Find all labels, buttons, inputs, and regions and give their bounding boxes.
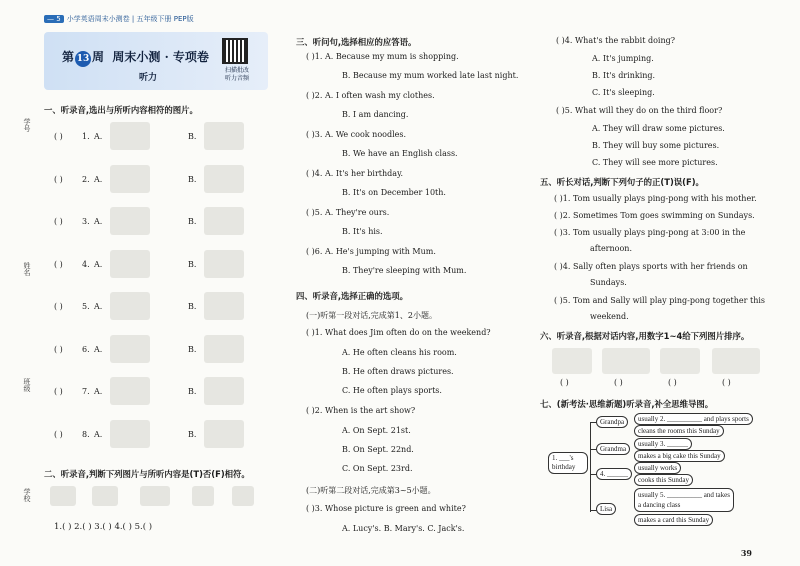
s3-q1-b: B. Because my mum worked late last night. (342, 71, 519, 80)
mindmap-node-4: 4. ______ (596, 468, 632, 480)
mm-node4-2: cooks this Sunday (634, 474, 693, 486)
mm-grandma-1: usually 3. ______ (634, 438, 692, 450)
section1-title: 一、听录音,选出与所听内容相符的图片。 (44, 105, 198, 115)
section2-picture-3 (140, 486, 170, 506)
s3-q5-b: B. It's his. (342, 227, 383, 236)
section2-title: 二、听录音,判断下列图片与所听内容是(T)否(F)相符。 (44, 469, 250, 479)
s1-b-label-6: B. (188, 344, 197, 354)
s1-num-4: 4. (82, 259, 90, 269)
s3-q4-b: B. It's on December 10th. (342, 188, 446, 197)
s5-item-3: ( )3. Tom usually plays ping-pong at 3:00 in the (554, 228, 746, 237)
mm-grandpa-2: cleans the rooms this Sunday (634, 425, 724, 437)
s5-item-1: ( )1. Tom usually plays ping-pong with his mother. (554, 194, 757, 203)
mm-grandma-2: makes a big cake this Sunday (634, 450, 725, 462)
s1-picture-b-4 (204, 250, 244, 278)
s1-a-label-2: A. (94, 174, 103, 184)
label-student-no: 学号 (23, 118, 31, 132)
s4-q5b: B. They will buy some pictures. (592, 141, 720, 150)
s4-q2a: A. On Sept. 21st. (342, 426, 411, 435)
section2-picture-4 (192, 486, 214, 506)
qr-caption: 扫描批改 听力音频 (224, 67, 249, 82)
s1-paren-2: ( ) (54, 174, 63, 184)
s4-q2: ( )2. When is the art show? (306, 406, 416, 415)
section4-part2: (二)听第二段对话,完成第3~5小题。 (306, 486, 436, 495)
mindmap-root: 1. ___'s birthday (548, 452, 588, 474)
section6-picture-elephant (602, 348, 650, 374)
page-number: 39 (740, 548, 752, 558)
s1-paren-7: ( ) (54, 387, 63, 396)
section6-title: 六、听录音,根据对话内容,用数字1~4给下列图片排序。 (540, 331, 750, 341)
s1-picture-a-7 (110, 377, 150, 405)
section4-part1: (一)听第一段对话,完成第1、2小题。 (306, 311, 437, 320)
s5-item-4-cont: Sundays. (590, 278, 627, 287)
s1-picture-b-3 (204, 207, 244, 235)
s6-answer-3: ( ) (668, 378, 677, 387)
mindmap-grandpa: Grandpa (596, 416, 628, 428)
s3-q2: ( )2. A. I often wash my clothes. (306, 91, 435, 100)
s1-paren-8: ( ) (54, 429, 63, 439)
s1-picture-a-4 (110, 250, 150, 278)
s3-q1: ( )1. A. Because my mum is shopping. (306, 52, 459, 61)
s1-picture-a-6 (110, 335, 150, 363)
mm-grandpa-1: usually 2. __________ and plays sports (634, 413, 753, 425)
section4-title: 四、听录音,选择正确的选项。 (296, 291, 409, 301)
s4-q1: ( )1. What does Jim often do on the weekend? (306, 328, 491, 337)
s1-a-label-1: A. (94, 132, 103, 141)
section2-picture-1 (50, 486, 76, 506)
mindmap-grandma: Grandma (596, 443, 630, 455)
s1-picture-b-2 (204, 165, 244, 193)
s1-b-label-3: B. (188, 217, 197, 226)
s1-paren-4: ( ) (54, 259, 63, 269)
s1-b-label-5: B. (188, 302, 197, 311)
mindmap-lisa: Lisa (596, 503, 616, 515)
s1-num-7: 7. (82, 387, 90, 396)
s3-q3-b: B. We have an English class. (342, 149, 458, 158)
s4-q4b: B. It's drinking. (592, 71, 656, 80)
mm-lisa-1: usually 5. __________ and takes a dancing class (634, 488, 734, 512)
section6-picture-birds (552, 348, 592, 374)
s1-b-label-4: B. (188, 259, 197, 269)
s1-b-label-7: B. (188, 387, 197, 396)
s5-item-5-cont: weekend. (590, 312, 629, 321)
qr-code-icon (222, 38, 248, 64)
s1-num-2: 2. (82, 174, 90, 184)
section6-picture-monkey (660, 348, 700, 374)
s1-paren-5: ( ) (54, 302, 63, 311)
s1-picture-a-3 (110, 207, 150, 235)
label-class: 班级 (23, 378, 31, 392)
s1-num-1: 1. (82, 132, 90, 141)
section2-picture-5 (232, 486, 254, 506)
s1-a-label-5: A. (94, 302, 103, 311)
s1-b-label-2: B. (188, 174, 197, 184)
section6-picture-pandas (712, 348, 760, 374)
section7-title: 七、(新考法·思维新题)听录音,补全思维导图。 (540, 399, 714, 409)
s4-q4c: C. It's sleeping. (592, 88, 655, 97)
s1-num-8: 8. (82, 429, 90, 439)
label-school: 学校 (23, 488, 31, 502)
s1-a-label-6: A. (94, 344, 103, 354)
section3-title: 三、听问句,选择相应的应答语。 (296, 37, 417, 47)
s5-item-2: ( )2. Sometimes Tom goes swimming on Sundays. (554, 211, 755, 220)
header-bar (44, 14, 194, 24)
s3-q5: ( )5. A. They're ours. (306, 208, 390, 217)
s4-q5: ( )5. What will they do on the third floor? (556, 106, 723, 115)
s4-q3: ( )3. Whose picture is green and white? (306, 504, 466, 513)
s1-a-label-3: A. (94, 217, 103, 226)
section5-title: 五、听长对话,判断下列句子的正(T)误(F)。 (540, 177, 704, 187)
s1-num-6: 6. (82, 344, 90, 354)
s3-q2-b: B. I am dancing. (342, 110, 409, 119)
s1-paren-3: ( ) (54, 217, 63, 226)
s1-picture-a-2 (110, 165, 150, 193)
s6-answer-2: ( ) (614, 378, 623, 387)
section2-answers: 1.( ) 2.( ) 3.( ) 4.( ) 5.( ) (54, 522, 153, 532)
s1-picture-a-8 (110, 420, 150, 448)
header-badge: — 5 (44, 15, 64, 23)
s6-answer-4: ( ) (722, 378, 731, 387)
s4-q5a: A. They will draw some pictures. (592, 124, 725, 133)
mm-lisa-2: makes a card this Sunday (634, 514, 713, 526)
s3-q6: ( )6. A. He's jumping with Mum. (306, 247, 436, 256)
s1-a-label-8: A. (94, 429, 103, 439)
s6-answer-1: ( ) (560, 378, 569, 387)
s1-b-label-1: B. (188, 132, 197, 141)
s5-item-4: ( )4. Sally often plays sports with her friends on (554, 262, 748, 271)
s1-picture-b-7 (204, 377, 244, 405)
s3-q6-b: B. They're sleeping with Mum. (342, 266, 467, 275)
s1-a-label-4: A. (94, 259, 103, 269)
banner-subtitle: 听力 (139, 73, 158, 83)
week-title: 第 13 周 周末小测 · 专项卷 (62, 48, 209, 67)
s1-picture-b-6 (204, 335, 244, 363)
s3-q4: ( )4. A. It's her birthday. (306, 169, 404, 178)
s5-item-3-cont: afternoon. (590, 244, 632, 253)
s1-paren-1: ( ) (54, 132, 63, 141)
s4-q4a: A. It's jumping. (592, 54, 654, 63)
s1-num-5: 5. (82, 302, 90, 311)
s4-q1b: B. He often draws pictures. (342, 367, 454, 376)
s4-q1a: A. He often cleans his room. (342, 348, 457, 357)
s1-picture-b-1 (204, 122, 244, 150)
s1-picture-b-5 (204, 292, 244, 320)
section2-picture-2 (92, 486, 118, 506)
s4-q2b: B. On Sept. 22nd. (342, 445, 414, 454)
s4-q4: ( )4. What's the rabbit doing? (556, 36, 676, 45)
s1-picture-b-8 (204, 420, 244, 448)
s4-q3-options: A. Lucy's. B. Mary's. C. Jack's. (342, 524, 465, 533)
s4-q1c: C. He often plays sports. (342, 386, 442, 395)
label-name: 姓名 (23, 262, 31, 276)
s4-q5c: C. They will see more pictures. (592, 158, 718, 167)
s1-b-label-8: B. (188, 429, 197, 439)
title-banner (44, 32, 268, 90)
s3-q3: ( )3. A. We cook noodles. (306, 130, 407, 139)
s1-picture-a-1 (110, 122, 150, 150)
header-title: 小学英语周末小测卷 | 五年级下册 PEP版 (66, 15, 194, 23)
s1-paren-6: ( ) (54, 344, 63, 354)
s5-item-5: ( )5. Tom and Sally will play ping-pong together this (554, 296, 766, 305)
s1-a-label-7: A. (94, 387, 103, 396)
mindmap-trunk (590, 422, 591, 512)
s1-num-3: 3. (82, 217, 90, 226)
s4-q2c: C. On Sept. 23rd. (342, 464, 413, 473)
mm-node4-1: usually works (634, 462, 681, 474)
s1-picture-a-5 (110, 292, 150, 320)
